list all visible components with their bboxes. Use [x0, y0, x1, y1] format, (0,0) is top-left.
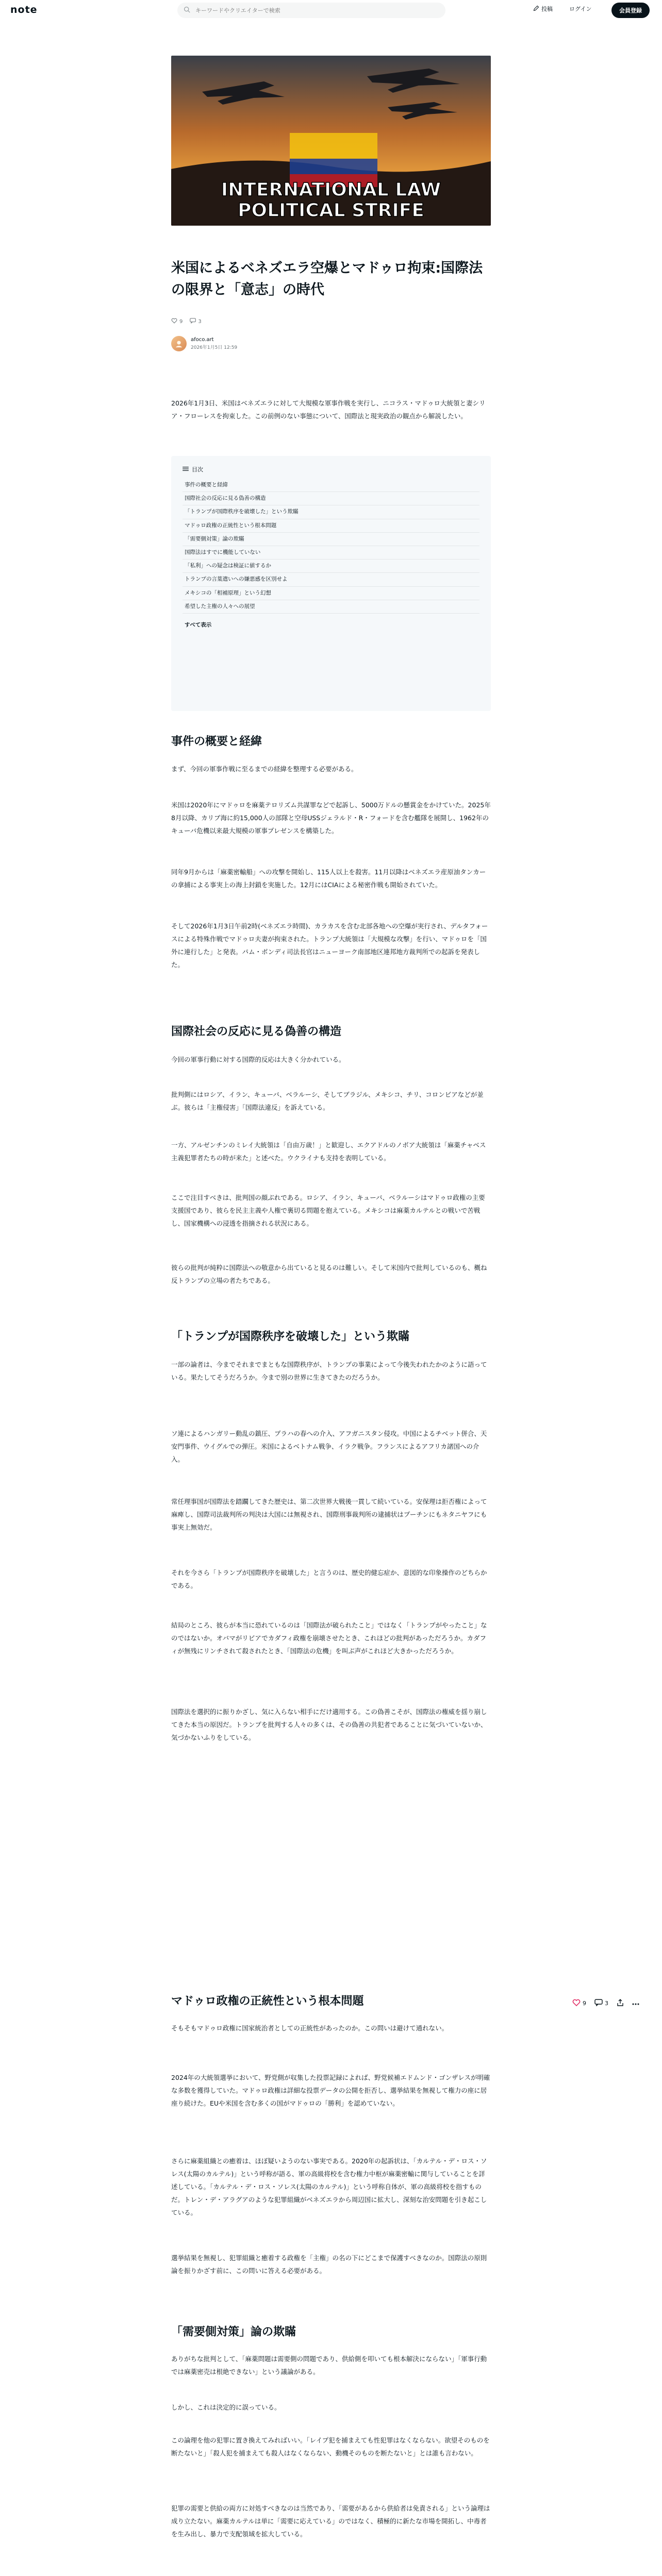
section-paragraph: 同年9月からは「麻薬密輸船」への攻撃を開始し、115人以上を殺害。11月以降はベネズエラ産原油タンカーの拿捕による事実上の海上封鎖を実施した。12月にはCIAによる秘密作戦も開始されていた。	[171, 868, 486, 889]
section-paragraph: 結局のところ、彼らが本当に恐れているのは「国際法が破られたこと」ではなく「トランプがやったこと」なのではないか。オバマがリビアでカダフィ政権を崩壊させたとき、これほどの批判があっただろうか。カダフィが無残にリンチされて殺されたとき、「国際法の危機」を叫ぶ声がこれほど大きかっただろうか。	[171, 1621, 487, 1655]
intro-paragraph: 2026年1月3日、米国はベネズエラに対して大規模な軍事作戦を実行し、ニコラス・マドゥロ大統領と妻シリア・フローレスを拘束した。この前例のない事態について、国際法と現実政治の観点から解説したい。	[171, 399, 486, 420]
section-paragraph: 2024年の大統領選挙において、野党側が収集した投票記録によれば、野党候補エドムンド・ゴンザレスが明確な多数を獲得していた。マドゥロ政権は詳細な投票データの公開を拒否し、選挙結果を無視して権力の座に居座り続けた。EUや米国を含む多くの国がマドゥロの「勝利」を認めていない。	[171, 2074, 490, 2107]
section-heading: 事件の概要と経緯	[171, 735, 262, 748]
section-paragraph: 彼らの批判が純粋に国際法への敬意から出ていると見るのは難しい。そして米国内で批判しているのも、概ね反トランプの立場の者たちである。	[171, 1264, 487, 1284]
section-paragraph: そして2026年1月3日午前2時(ベネズエラ時間)、カラカスを含む北部各地への空爆が実行され、デルタフォースによる特殊作戦でマドゥロ夫妻が拘束された。トランプ大統領は「大規模な攻撃」を行い、マドゥロを「国外に連行した」と発表。パム・ボンディ司法長官はニューヨーク南部地区連邦地方裁判所での起訴を発表した。	[171, 922, 488, 969]
comment-icon	[190, 318, 196, 325]
section-paragraph: 米国は2020年にマドゥロを麻薬テロリズム共謀罪などで起訴し、5000万ドルの懸賞金をかけていた。2025年8月以降、カリブ海に約15,000人の部隊と空母USSジェラルド・R・フォードを含む艦隊を展開し、1962年のキューバ危機以来最大規模の軍事プレゼンスを構築した。	[171, 801, 491, 835]
toc-heading: 目次	[192, 466, 203, 473]
toc-item[interactable]: 「トランプが国際秩序を破壊した」という欺瞞	[183, 505, 479, 519]
section-paragraph: そもそもマドゥロ政権に国家統治者としての正統性があったのか。この問いは避けて通れない。	[171, 2024, 449, 2032]
toc-header[interactable]	[183, 465, 479, 473]
toc-item[interactable]: 希望した主権の人々への展望	[183, 600, 479, 614]
section-paragraph: まず、今回の軍事作戦に至るまでの経緯を整理する必要がある。	[171, 765, 358, 773]
signup-button[interactable]: 会員登録	[611, 3, 650, 18]
toc-item[interactable]: トランプの言葉遣いへの嫌悪感を区別せよ	[183, 573, 479, 586]
section-heading: 「需要側対策」論の欺瞞	[171, 2326, 296, 2338]
section-heading: 「トランプが国際秩序を破壊した」という欺瞞	[171, 1330, 410, 1343]
article-title: 米国によるベネズエラ空爆とマドゥロ拘束:国際法の限界と「意志」の時代	[171, 260, 483, 298]
toc-item[interactable]: 「需要側対策」論の欺瞞	[183, 533, 479, 546]
toc-item[interactable]: マドゥロ政権の正統性という根本問題	[183, 519, 479, 533]
section-paragraph: ここで注目すべきは、批判国の顔ぶれである。ロシア、イラン、キューバ、ベラルーシはマドゥロ政権の主要支援国であり、彼らを民主主義や人権で裏切る問題を抱えている。メキシコは麻薬カルテルとの戦いで苦戦し、国家機構への浸透を指摘される状況にある。	[171, 1194, 485, 1227]
side-comment-count: 3	[605, 2000, 608, 2007]
comment-count-value: 3	[198, 318, 202, 325]
side-action-bar	[572, 1999, 639, 2008]
avatar[interactable]	[171, 336, 187, 351]
section-paragraph: 常任理事国が国際法を踏躙してきた歴史は、第二次世界大戦後一貫して続いている。安保理は拒否権によって麻痺し、国際司法裁判所の判決は大国には無視され、国際刑事裁判所の逮捕状はプーチンにもネタニヤフにも事実上無効だ。	[171, 1498, 487, 1531]
comment-count[interactable]	[190, 318, 201, 325]
heart-icon	[572, 1999, 581, 2008]
more-options-icon[interactable]	[632, 2000, 639, 2007]
toc-item[interactable]: 「私利」への疑念は検証に値するか	[183, 560, 479, 573]
side-comment-button[interactable]	[594, 1999, 608, 2008]
like-count[interactable]	[171, 318, 183, 325]
search-bar[interactable]	[177, 3, 445, 18]
pencil-icon	[533, 5, 539, 13]
hero-image	[171, 56, 491, 226]
article-stats	[171, 318, 202, 325]
login-button[interactable]: ログイン	[569, 6, 592, 12]
section-paragraph: 国際法を選択的に振りかざし、気に入らない相手にだけ適用する。この偽善こそが、国際法の権威を揺り崩してきた本当の原因だ。トランプを批判する人々の多くは、その偽善の共犯者であることに気づいていないか、気づかないふりをしている。	[171, 1708, 487, 1741]
section-paragraph: 一方、アルゼンチンのミレイ大統領は「自由万歳！」と歓迎し、エクアドルのノボア大統領は「麻薬チャベス主義犯罪者たちの時が来た」と述べた。ウクライナも支持を表明している。	[171, 1141, 486, 1162]
search-input[interactable]	[195, 7, 433, 14]
side-like-button[interactable]	[572, 1999, 586, 2008]
post-label: 投稿	[541, 6, 553, 12]
section-paragraph: ありがちな批判として、「麻薬問題は需要側の問題であり、供給側を叩いても根本解決にならない」「軍事行動では麻薬密売は根絶できない」という議論がある。	[171, 2355, 487, 2376]
share-icon[interactable]	[617, 1999, 624, 2008]
comment-icon	[594, 1999, 603, 2008]
toc-show-all-button[interactable]: すべて表示	[185, 621, 212, 628]
like-count-value: 9	[179, 318, 183, 325]
list-icon	[183, 466, 189, 473]
section-paragraph: 一部の論者は、今までそれまでまともな国際秩序が、トランプの事業によって今後失われたかのように語っている。果たしてそうだろうか。今まで別の世界に生きてきたのだろうか。	[171, 1361, 487, 1381]
toc-item[interactable]: メキシコの「相補原理」という幻想	[183, 587, 479, 600]
toc-item[interactable]: 国際社会の反応に見る偽善の構造	[183, 492, 479, 505]
post-button[interactable]	[533, 5, 553, 13]
hero-line1: INTERNATIONAL LAW	[221, 179, 441, 200]
section-paragraph: さらに麻薬組織との癒着は、ほぼ疑いようのない事実である。2020年の起訴状は、「カルテル・デ・ロス・ソレス(太陽のカルテル)」という呼称が語る、軍の高級将校を含む権力中枢が麻薬密輸に関与していることを詳述している。「カルテル・デ・ロス・ソレス(太陽のカルテル)」という呼称自体が、軍の高級将校を指すものだ。トレン・デ・アラグアのような犯罪組織がベネズエラから周辺国に拡大し、深刻な治安問題を引き起こしている。	[171, 2157, 487, 2216]
side-like-count: 9	[583, 2000, 586, 2007]
search-icon	[184, 6, 190, 14]
publish-date: 2026年1月5日 12:59	[191, 345, 238, 350]
section-paragraph: それを今さら「トランプが国際秩序を破壊した」と言うのは、歴史的健忘症か、意図的な印象操作のどちらかである。	[171, 1569, 487, 1589]
heart-icon	[171, 318, 177, 325]
section-paragraph: この論理を他の犯罪に置き換えてみればいい。「レイプ犯を捕まえても性犯罪はなくならない。欲望そのものを断たないと」「殺人犯を捕まえても殺人はなくならない、動機そのものを断たないと」とは誰も言わない。	[171, 2436, 490, 2457]
section-paragraph: 選挙結果を無視し、犯罪組織と癒着する政権を「主権」の名の下にどこまで保護すべきなのか。国際法の原則論を振りかざす前に、この問いに答える必要がある。	[171, 2254, 487, 2275]
author-block[interactable]	[171, 336, 237, 351]
section-paragraph: 批判側にはロシア、イラン、キューバ、ベラルーシ、そしてブラジル、メキシコ、チリ、コロンビアなどが並ぶ。彼らは「主権侵害」「国際法違反」を訴えている。	[171, 1091, 484, 1111]
section-heading: マドゥロ政権の正統性という根本問題	[171, 1995, 364, 2008]
toc-item[interactable]: 国際法はすでに機能していない	[183, 546, 479, 560]
section-heading: 国際社会の反応に見る偽善の構造	[171, 1025, 342, 1038]
top-header	[0, 0, 662, 21]
section-paragraph: 犯罪の需要と供給の両方に対処すべきなのは当然であり、「需要があるから供給者は免責される」という論理は成り立たない。麻薬カルテルは単に「需要に応えている」のではなく、積極的に新たな市場を開拓し、中毒者を生み出し、暴力で支配領域を拡大している。	[171, 2504, 490, 2538]
section-paragraph: ソ連によるハンガリー動乱の鎮圧、プラハの春への介入、アフガニスタン侵攻。中国によるチベット併合、天安門事件、ウイグルでの弾圧。米国によるベトナム戦争、イラク戦争。フランスによるアフリカ諸国への介入。	[171, 1430, 487, 1463]
table-of-contents	[171, 456, 491, 711]
author-name[interactable]: afoco.art	[191, 337, 214, 343]
note-logo[interactable]: note	[10, 4, 38, 15]
toc-item[interactable]: 事件の概要と経緯	[183, 479, 479, 492]
hero-line2: POLITICAL STRIFE	[238, 200, 424, 221]
section-paragraph: しかし、これは決定的に誤っている。	[171, 2403, 281, 2411]
section-paragraph: 今回の軍事行動に対する国際的反応は大きく分かれている。	[171, 1056, 345, 1063]
